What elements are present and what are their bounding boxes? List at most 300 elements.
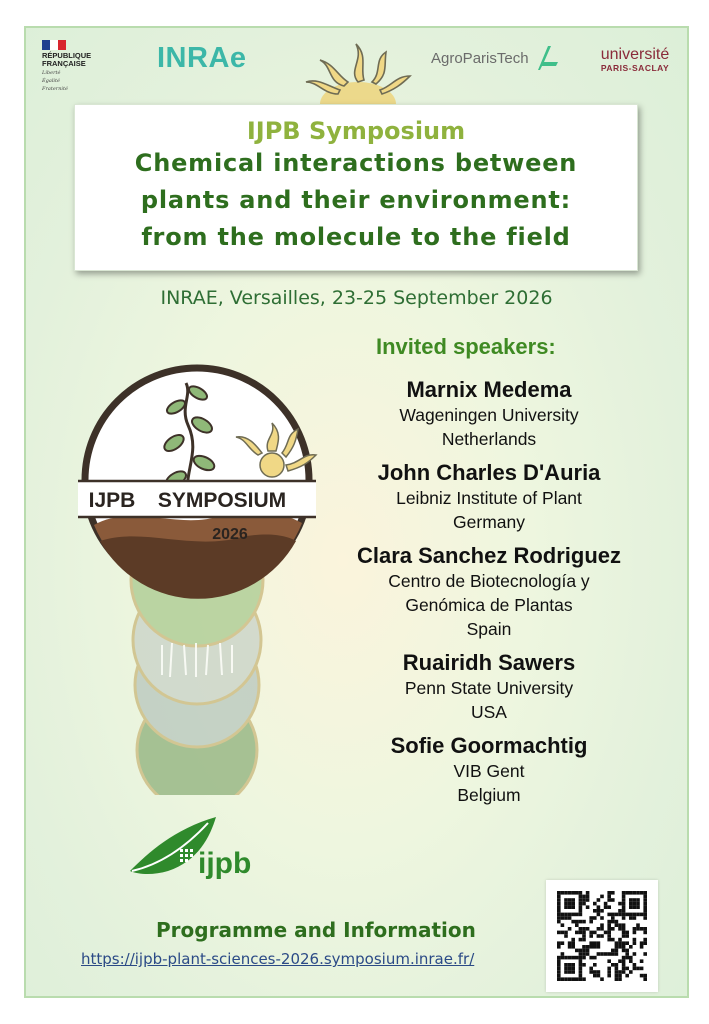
qr-module: [589, 956, 593, 960]
qr-module: [568, 941, 572, 945]
qr-module: [607, 952, 611, 956]
qr-module: [636, 905, 640, 909]
qr-module: [633, 927, 637, 931]
qr-module: [557, 891, 561, 895]
qr-module: [582, 977, 586, 981]
qr-module: [597, 905, 601, 909]
qr-module: [618, 977, 622, 981]
qr-module: [629, 956, 633, 960]
qr-module: [557, 916, 561, 920]
qr-module: [564, 913, 568, 917]
qr-module: [607, 891, 611, 895]
qr-module: [625, 931, 629, 935]
qr-module: [622, 898, 626, 902]
qr-module: [640, 927, 644, 931]
qr-module: [618, 974, 622, 978]
qr-module: [625, 974, 629, 978]
qr-module: [607, 923, 611, 927]
qr-module: [600, 977, 604, 981]
qr-module: [597, 898, 601, 902]
qr-module: [643, 909, 647, 913]
qr-module: [557, 905, 561, 909]
qr-module: [579, 909, 583, 913]
programme-heading: Programme and Information: [156, 918, 476, 942]
qr-module: [564, 967, 568, 971]
qr-module: [643, 891, 647, 895]
qr-module: [640, 945, 644, 949]
subtitle-line-2: plants and their environment:: [140, 186, 572, 214]
qr-module: [571, 945, 575, 949]
qr-module: [593, 931, 597, 935]
qr-module: [557, 895, 561, 899]
qr-module: [643, 974, 647, 978]
qr-module: [615, 923, 619, 927]
qr-module: [593, 956, 597, 960]
qr-module: [643, 895, 647, 899]
qr-module: [633, 916, 637, 920]
agroparistech-mark-icon: [536, 44, 560, 72]
sun-logo-icon: [298, 38, 418, 108]
qr-module: [615, 945, 619, 949]
qr-module: [622, 927, 626, 931]
qr-module: [622, 941, 626, 945]
qr-module: [629, 905, 633, 909]
qr-module: [643, 927, 647, 931]
qr-module: [579, 927, 583, 931]
qr-module: [597, 927, 601, 931]
qr-module: [607, 913, 611, 917]
qr-module: [568, 970, 572, 974]
qr-module: [640, 941, 644, 945]
qr-module: [636, 923, 640, 927]
speaker-affiliation: Leibniz Institute of Plant: [396, 488, 582, 508]
ijpb-logo-text: ijpb: [198, 847, 252, 880]
qr-module: [568, 916, 572, 920]
qr-module: [571, 941, 575, 945]
qr-module: [582, 931, 586, 935]
qr-module: [571, 938, 575, 942]
qr-module: [633, 898, 637, 902]
qr-module: [582, 945, 586, 949]
qr-module: [611, 949, 615, 953]
symposium-emblem: [72, 355, 322, 795]
qr-module: [561, 952, 565, 956]
qr-module: [633, 902, 637, 906]
qr-module: [636, 967, 640, 971]
qr-module: [600, 895, 604, 899]
qr-module: [611, 916, 615, 920]
qr-module: [607, 970, 611, 974]
qr-module: [568, 913, 572, 917]
qr-module: [571, 898, 575, 902]
qr-module: [607, 974, 611, 978]
qr-module: [557, 920, 561, 924]
qr-module: [622, 934, 626, 938]
qr-module: [611, 952, 615, 956]
qr-module: [618, 941, 622, 945]
qr-module: [557, 963, 561, 967]
subtitle-line-3: from the molecule to the field: [141, 223, 571, 251]
qr-module: [622, 931, 626, 935]
qr-module: [557, 941, 561, 945]
qr-module: [622, 967, 626, 971]
qr-module: [597, 945, 601, 949]
qr-module: [579, 977, 583, 981]
qr-module: [640, 967, 644, 971]
qr-module: [629, 945, 633, 949]
qr-module: [586, 895, 590, 899]
qr-module: [579, 963, 583, 967]
qr-module: [564, 898, 568, 902]
qr-module: [615, 974, 619, 978]
qr-module: [597, 970, 601, 974]
speaker-item: [309, 732, 669, 807]
qr-module: [579, 913, 583, 917]
qr-module: [589, 934, 593, 938]
qr-module: [582, 902, 586, 906]
qr-module: [597, 909, 601, 913]
qr-module: [557, 931, 561, 935]
qr-module: [582, 956, 586, 960]
qr-module: [579, 905, 583, 909]
qr-module: [557, 977, 561, 981]
qr-module: [589, 920, 593, 924]
qr-module: [629, 913, 633, 917]
rf-motto-3: Fraternité: [42, 86, 68, 92]
qr-module: [582, 949, 586, 953]
qr-module: [589, 916, 593, 920]
qr-module: [607, 938, 611, 942]
qr-module: [586, 927, 590, 931]
qr-module: [618, 909, 622, 913]
qr-module: [622, 963, 626, 967]
qr-module: [607, 959, 611, 963]
qr-module: [607, 898, 611, 902]
qr-module: [611, 963, 615, 967]
qr-module: [571, 920, 575, 924]
qr-module: [625, 956, 629, 960]
qr-module: [582, 938, 586, 942]
qr-module: [575, 931, 579, 935]
qr-module: [561, 977, 565, 981]
agroparistech-logo: AgroParisTech: [431, 50, 529, 67]
qr-module: [593, 916, 597, 920]
qr-module: [575, 949, 579, 953]
qr-module: [615, 920, 619, 924]
qr-module: [571, 967, 575, 971]
speaker-item: [309, 542, 669, 641]
speaker-country: Netherlands: [441, 429, 537, 449]
qr-module: [600, 916, 604, 920]
qr-module: [629, 902, 633, 906]
qr-module: [582, 920, 586, 924]
qr-module: [593, 945, 597, 949]
qr-module: [593, 909, 597, 913]
qr-module: [615, 913, 619, 917]
qr-module: [607, 934, 611, 938]
qr-module: [568, 967, 572, 971]
qr-module: [615, 952, 619, 956]
qr-module: [582, 963, 586, 967]
qr-module: [618, 902, 622, 906]
qr-module: [643, 902, 647, 906]
speaker-item: [309, 649, 669, 724]
qr-module: [640, 959, 644, 963]
qr-module: [633, 938, 637, 942]
qr-module: [564, 891, 568, 895]
qr-module: [561, 931, 565, 935]
speaker-affiliation: Penn State University: [404, 678, 574, 698]
qr-module: [615, 963, 619, 967]
symposium-link[interactable]: https://ijpb-plant-sciences-2026.symposium.inrae.fr/: [81, 950, 475, 968]
event-location-date: INRAE, Versailles, 23-25 September 2026: [160, 287, 553, 309]
qr-module: [607, 905, 611, 909]
qr-module: [629, 916, 633, 920]
qr-module: [636, 902, 640, 906]
qr-module: [633, 891, 637, 895]
rf-motto-2: Égalité: [42, 78, 60, 84]
speaker-affiliation: Wageningen University: [399, 405, 579, 425]
qr-module: [607, 927, 611, 931]
qr-module: [615, 977, 619, 981]
qr-module: [582, 934, 586, 938]
qr-module: [622, 902, 626, 906]
qr-module: [571, 902, 575, 906]
qr-module: [589, 931, 593, 935]
qr-module: [564, 963, 568, 967]
speaker-name: Clara Sanchez Rodriguez: [356, 543, 622, 568]
rf-line2: FRANÇAISE: [42, 59, 86, 68]
speaker-country: Belgium: [457, 785, 521, 805]
qr-module: [600, 909, 604, 913]
qr-module: [618, 970, 622, 974]
speakers-list: [309, 376, 669, 815]
qr-module: [568, 927, 572, 931]
qr-module: [607, 920, 611, 924]
qr-module: [611, 938, 615, 942]
qr-module: [571, 977, 575, 981]
speaker-affiliation: VIB Gent: [453, 761, 525, 781]
speaker-name: Ruairidh Sawers: [402, 650, 576, 675]
qr-module: [579, 931, 583, 935]
qr-module: [633, 963, 637, 967]
qr-module: [640, 891, 644, 895]
qr-module: [622, 905, 626, 909]
republique-francaise-logo: [42, 40, 112, 92]
qr-module: [618, 923, 622, 927]
qr-module: [575, 891, 579, 895]
speaker-affiliation-2: Genómica de Plantas: [405, 595, 573, 615]
qr-module: [600, 934, 604, 938]
qr-module: [575, 977, 579, 981]
qr-module: [564, 916, 568, 920]
qr-module: [579, 970, 583, 974]
rf-line1: RÉPUBLIQUE: [42, 51, 92, 60]
qr-module: [564, 902, 568, 906]
qr-module: [579, 956, 583, 960]
qr-module: [618, 959, 622, 963]
poster: [24, 26, 689, 998]
qr-module: [611, 920, 615, 924]
rf-motto-1: Liberté: [42, 70, 61, 76]
qr-module: [561, 941, 565, 945]
qr-module: [593, 974, 597, 978]
qr-module: [597, 952, 601, 956]
ups-line2: PARIS-SACLAY: [600, 63, 670, 73]
qr-module: [589, 945, 593, 949]
qr-module: [615, 949, 619, 953]
qr-module: [571, 913, 575, 917]
qr-module: [589, 967, 593, 971]
qr-module: [640, 913, 644, 917]
qr-module: [611, 927, 615, 931]
qr-module: [579, 902, 583, 906]
speaker-country: USA: [471, 702, 507, 722]
qr-module: [643, 898, 647, 902]
qr-module: [618, 938, 622, 942]
qr-module: [625, 934, 629, 938]
qr-module: [579, 959, 583, 963]
qr-module: [604, 952, 608, 956]
qr-module: [586, 945, 590, 949]
emblem-symposium: SYMPOSIUM: [157, 489, 287, 512]
qr-module: [561, 956, 565, 960]
qr-module: [618, 913, 622, 917]
qr-module: [582, 895, 586, 899]
qr-module: [636, 927, 640, 931]
qr-module: [571, 891, 575, 895]
qr-module: [611, 891, 615, 895]
qr-module: [571, 905, 575, 909]
qr-module: [643, 952, 647, 956]
qr-module: [622, 923, 626, 927]
qr-module: [586, 905, 590, 909]
speaker-item: [309, 459, 669, 534]
qr-module: [564, 970, 568, 974]
title-box: [74, 104, 638, 271]
qr-module: [600, 923, 604, 927]
ijpb-leaf-icon: [128, 813, 278, 883]
french-flag-icon: [42, 40, 66, 50]
qr-module: [586, 952, 590, 956]
qr-module: [568, 945, 572, 949]
qr-module: [611, 898, 615, 902]
qr-module: [575, 923, 579, 927]
qr-module: [629, 970, 633, 974]
qr-module: [618, 927, 622, 931]
event-title: IJPB Symposium: [246, 117, 466, 145]
qr-module: [643, 913, 647, 917]
qr-module: [557, 970, 561, 974]
qr-module: [582, 952, 586, 956]
speaker-name: Marnix Medema: [406, 377, 572, 402]
qr-module: [597, 913, 601, 917]
qr-module: [629, 898, 633, 902]
qr-module: [564, 977, 568, 981]
qr-module: [615, 967, 619, 971]
emblem-year: 2026: [212, 526, 248, 543]
qr-module: [557, 959, 561, 963]
qr-module: [561, 923, 565, 927]
qr-module: [586, 949, 590, 953]
qr-module: [604, 902, 608, 906]
qr-module: [597, 941, 601, 945]
qr-module: [625, 913, 629, 917]
speaker-affiliation: Centro de Biotecnología y: [388, 571, 590, 591]
qr-module: [625, 941, 629, 945]
qr-module: [568, 891, 572, 895]
qr-module: [643, 905, 647, 909]
qr-module: [636, 898, 640, 902]
qr-module: [593, 902, 597, 906]
speaker-name: John Charles D'Auria: [377, 460, 601, 485]
qr-module: [618, 945, 622, 949]
qr-module: [643, 916, 647, 920]
qr-module: [622, 895, 626, 899]
qr-module: [615, 941, 619, 945]
qr-module: [593, 963, 597, 967]
qr-module: [557, 967, 561, 971]
qr-module: [640, 974, 644, 978]
qr-module: [568, 902, 572, 906]
qr-module: [607, 895, 611, 899]
qr-module: [586, 898, 590, 902]
speakers-heading: Invited speakers:: [376, 334, 556, 359]
qr-module: [633, 905, 637, 909]
qr-module: [557, 902, 561, 906]
qr-module: [564, 956, 568, 960]
qr-module: [557, 974, 561, 978]
qr-module: [564, 905, 568, 909]
qr-module: [557, 956, 561, 960]
qr-module: [568, 898, 572, 902]
qr-module: [579, 952, 583, 956]
qr-module: [625, 891, 629, 895]
qr-module: [643, 977, 647, 981]
qr-module: [579, 895, 583, 899]
qr-module: [571, 963, 575, 967]
qr-module: [622, 891, 626, 895]
qr-module: [633, 941, 637, 945]
qr-module: [575, 956, 579, 960]
qr-module: [557, 898, 561, 902]
qr-module: [575, 913, 579, 917]
qr-module: [589, 970, 593, 974]
ijpb-logo: [128, 813, 278, 883]
qr-module: [625, 952, 629, 956]
qr-module: [568, 956, 572, 960]
qr-module: [561, 913, 565, 917]
qr-module: [561, 891, 565, 895]
emblem-ijpb: IJPB: [88, 489, 136, 512]
qr-code-icon: [546, 880, 658, 992]
qr-module: [622, 949, 626, 953]
qr-module: [615, 970, 619, 974]
qr-code[interactable]: [546, 880, 658, 992]
qr-module: [643, 931, 647, 935]
qr-module: [629, 891, 633, 895]
speaker-item: [309, 376, 669, 451]
qr-module: [571, 970, 575, 974]
qr-module: [600, 927, 604, 931]
qr-module: [622, 956, 626, 960]
qr-module: [622, 916, 626, 920]
qr-module: [604, 931, 608, 935]
qr-module: [622, 970, 626, 974]
qr-module: [636, 913, 640, 917]
speaker-country: Spain: [466, 619, 512, 639]
qr-module: [557, 945, 561, 949]
